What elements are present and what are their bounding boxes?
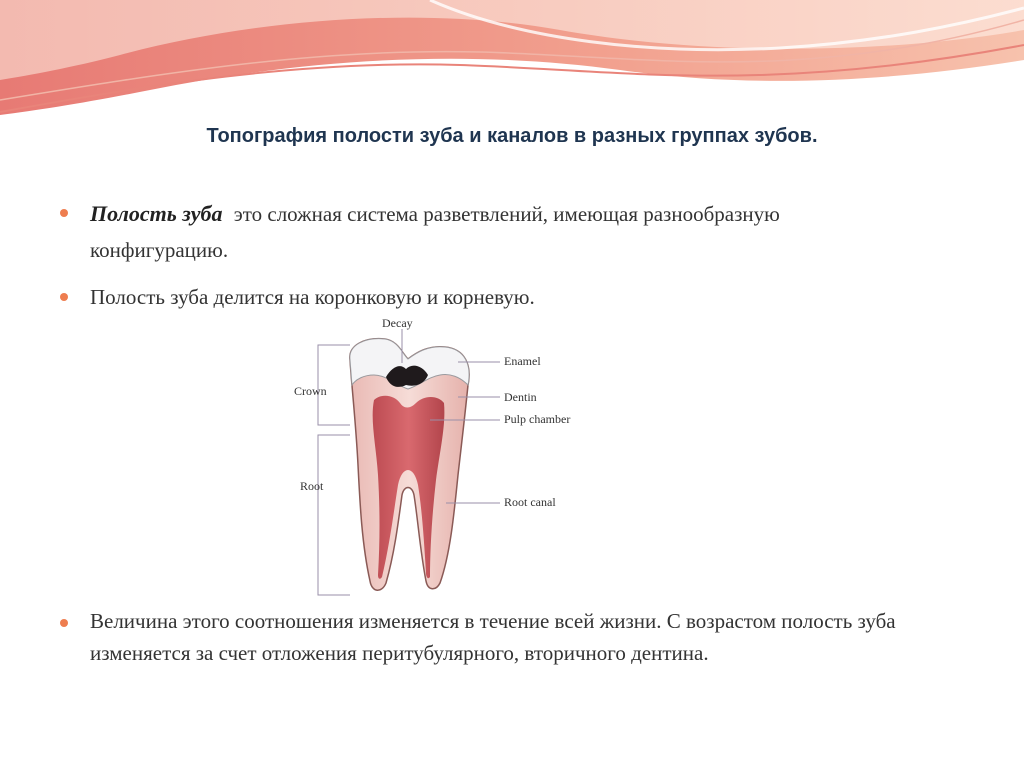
slide-title: Топография полости зуба и каналов в разных группах зубов. <box>206 125 818 147</box>
label-decay: Decay <box>382 316 413 330</box>
label-root-canal: Root canal <box>504 495 556 509</box>
bullet-item-cavity-division <box>60 280 920 315</box>
bullet-dot-icon <box>60 209 68 217</box>
bullet-item-cavity-definition <box>60 196 920 268</box>
bullet-text <box>90 196 920 268</box>
bullet-body: Величина этого соотношения изменяется в течение всей жизни. С возрастом полость зуба изменяется за счет отложения перитубулярного, вторичного дентина. <box>90 609 896 665</box>
label-dentin: Dentin <box>504 390 537 404</box>
tooth-anatomy-diagram <box>290 315 590 600</box>
label-crown: Crown <box>294 384 327 398</box>
label-enamel: Enamel <box>504 354 541 368</box>
label-root: Root <box>300 479 324 493</box>
bullet-dot-icon <box>60 293 68 301</box>
bullet-body: Полость зуба делится на коронковую и корневую. <box>90 285 535 309</box>
bullet-body: это сложная система разветвлений, имеющая разнообразную конфигурацию. <box>90 202 780 262</box>
bullet-dot-icon <box>60 619 68 627</box>
bullet-term: Полость зуба <box>90 201 223 226</box>
label-pulp-chamber: Pulp chamber <box>504 412 571 426</box>
bullet-item-age-change <box>60 606 920 669</box>
